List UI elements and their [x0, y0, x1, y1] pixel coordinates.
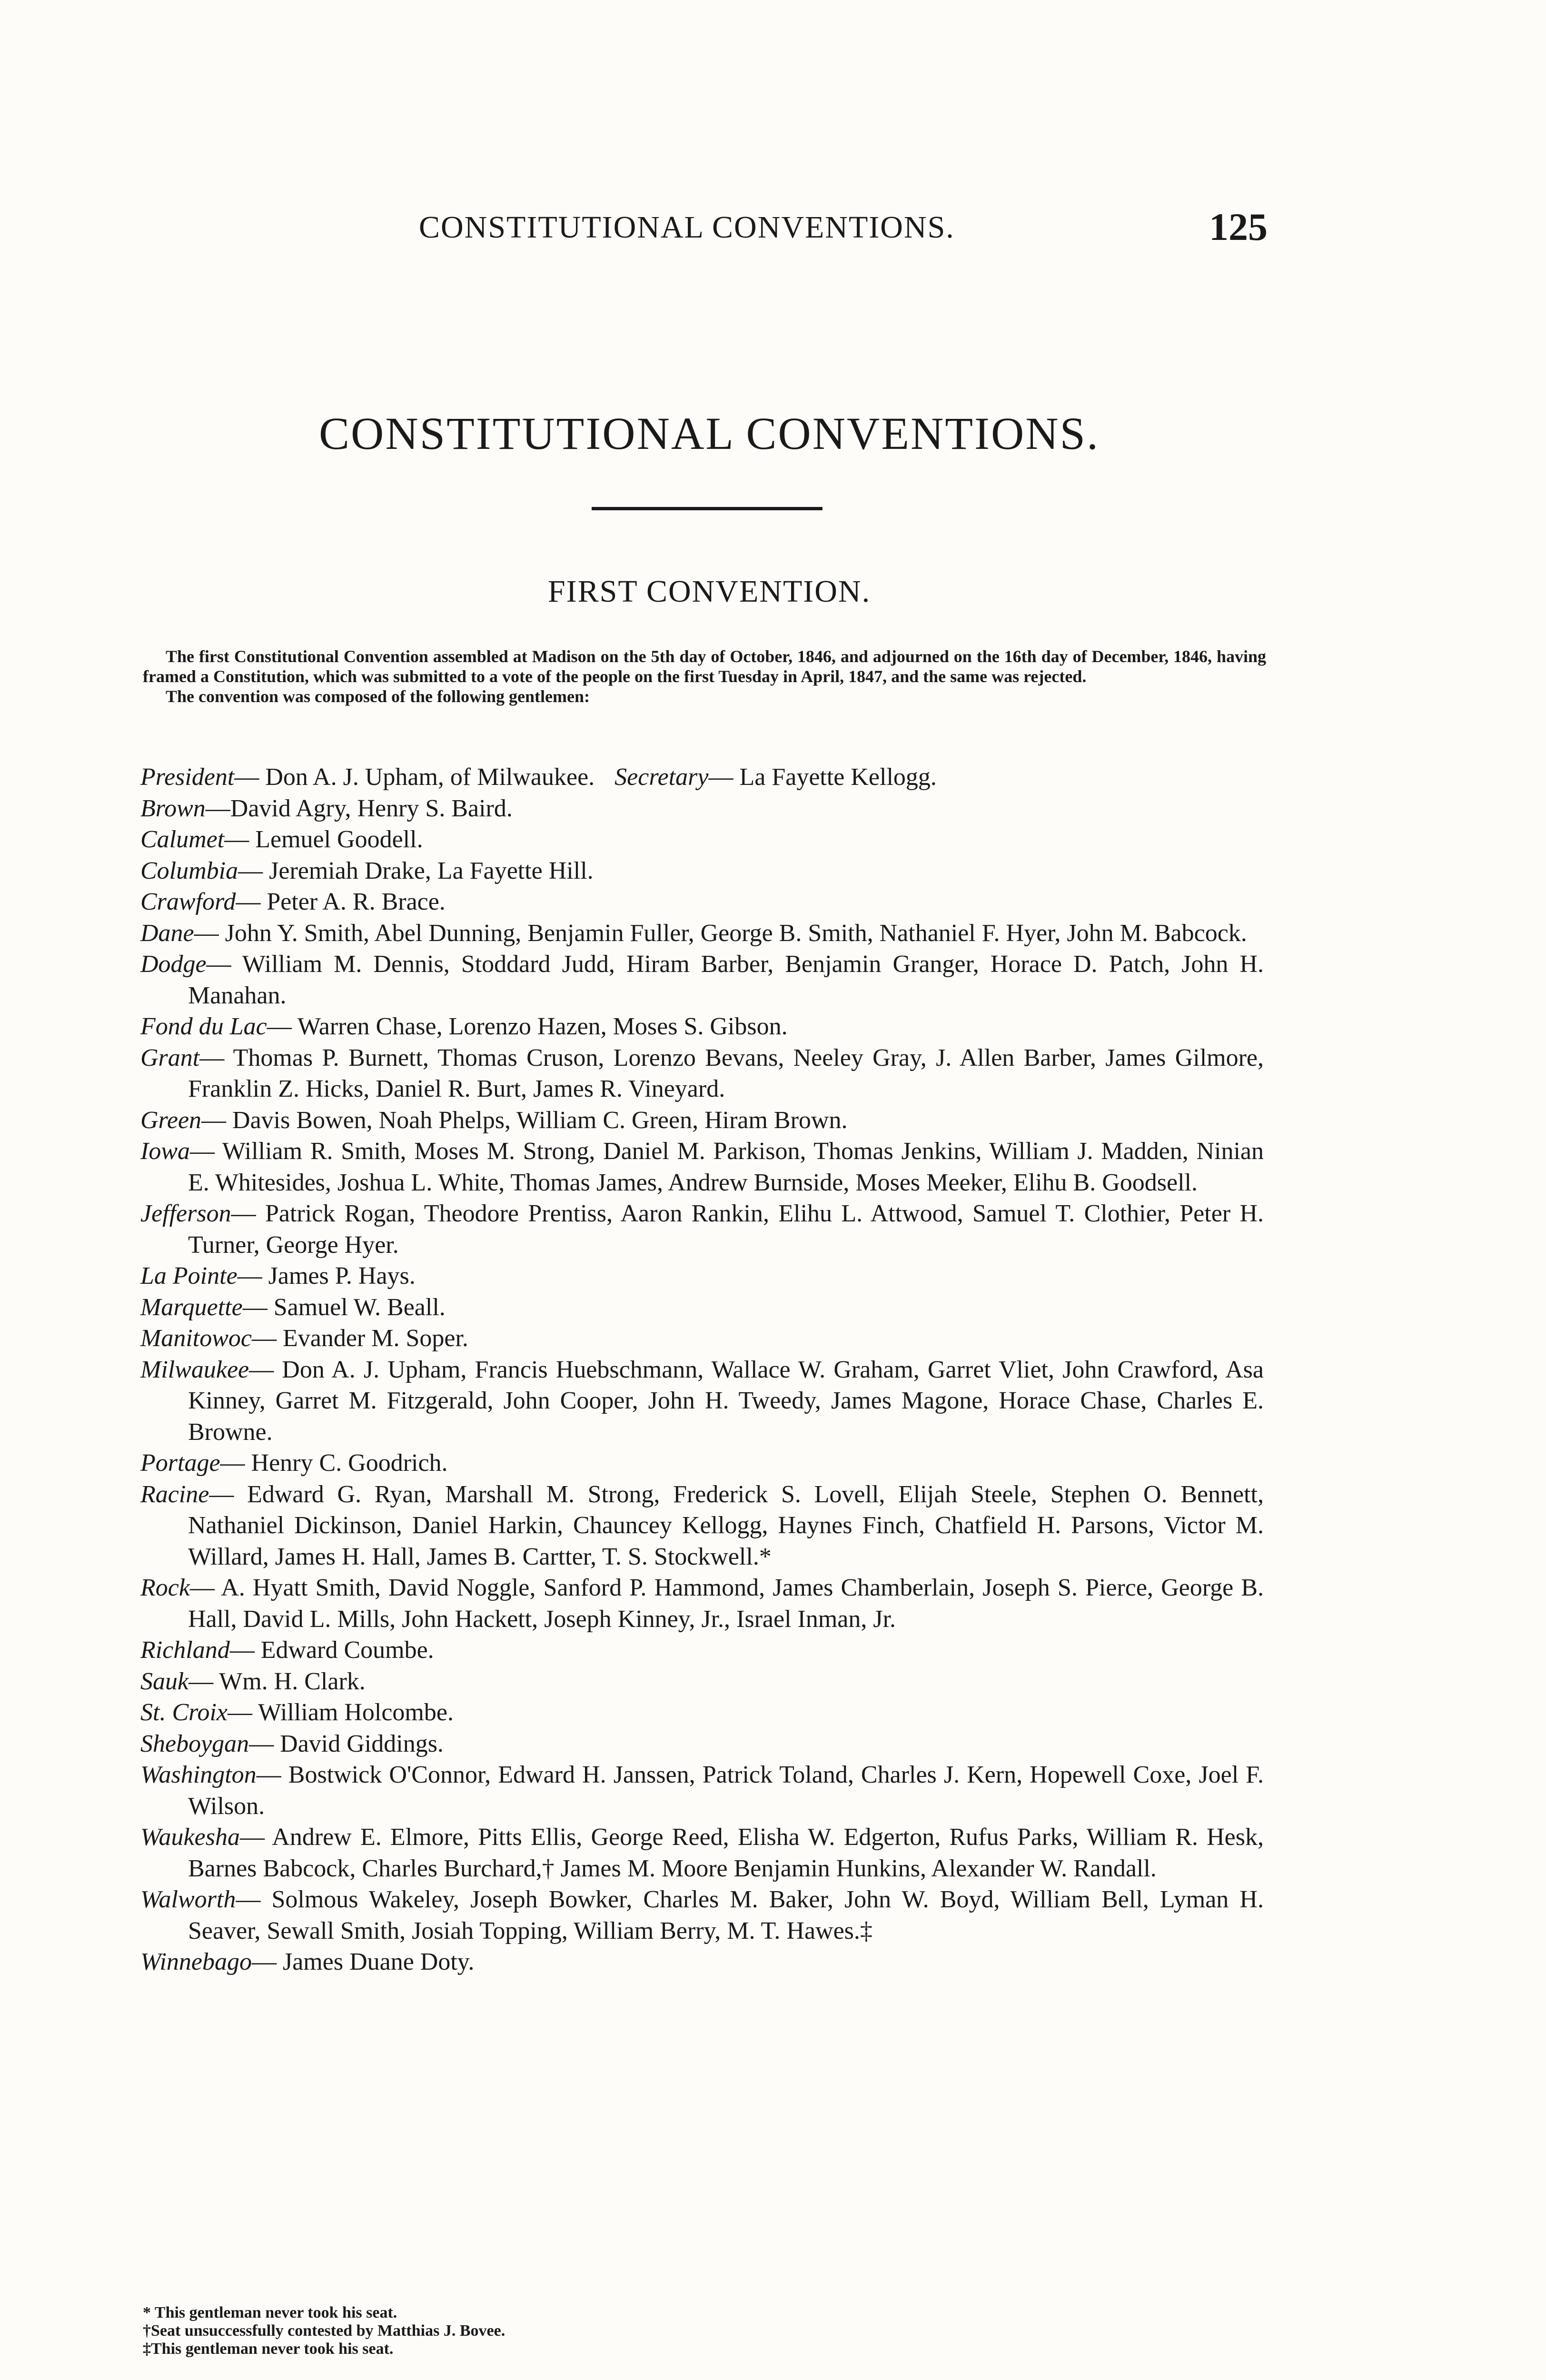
county-members: — Bostwick O'Connor, Edward H. Janssen, Patrick Toland, Charles J. Kern, Hopewell Coxe, Joel F. Wilson. [188, 1761, 1264, 1820]
county-entry [140, 1666, 1264, 1697]
county-name: Richland [140, 1636, 230, 1664]
intro-composition-line: The convention was composed of the following gentlemen: [166, 687, 590, 706]
county-members: — Davis Bowen, Noah Phelps, William C. Green, Hiram Brown. [201, 1106, 848, 1134]
county-members: — Andrew E. Elmore, Pitts Ellis, George Reed, Elisha W. Edgerton, Rufus Parks, William R. Hesk, Barnes Babcock, Charles Burchard,† James M. Moore Benjamin Hunkins, Alexander W. Randall. [188, 1824, 1264, 1882]
county-entry [140, 1635, 1264, 1666]
county-name: Rock [140, 1574, 190, 1601]
member-list [140, 762, 1264, 1978]
county-members: — William R. Smith, Moses M. Strong, Daniel M. Parkison, Thomas Jenkins, William J. Madden, Ninian E. Whitesides, Joshua L. White, Thomas James, Andrew Burnside, Moses Meeker, Elihu B. Goodsell. [188, 1138, 1264, 1196]
section-title: FIRST CONVENTION. [547, 574, 871, 609]
county-name: Sheboygan [140, 1730, 249, 1757]
county-members: — William M. Dennis, Stoddard Judd, Hiram Barber, Benjamin Granger, Horace D. Patch, John H. Manahan. [188, 951, 1264, 1009]
intro-paragraph [143, 646, 1266, 706]
county-members: — Warren Chase, Lorenzo Hazen, Moses S. Gibson. [267, 1013, 788, 1040]
county-entry [140, 1354, 1264, 1448]
county-entry [140, 855, 1264, 887]
title-rule [592, 507, 823, 510]
president-text: — Don A. J. Upham, of Milwaukee. [234, 764, 595, 791]
county-name: St. Croix [140, 1699, 228, 1726]
county-name: Dane [140, 919, 194, 947]
intro-text: The first Constitutional Convention assembled at Madison on the 5th day of October, 1846, and adjourned on the 16th day of December, 1846, having framed a Constitution, which was submitted to a vote of the people on the first Tuesday in April, 1847, and the same was rejected. [143, 647, 1266, 686]
county-name: Manitowoc [140, 1325, 252, 1352]
footnote: †Seat unsuccessfully contested by Matthias J. Bovee. [143, 2322, 505, 2340]
county-entry [140, 1822, 1264, 1884]
county-name: Portage [140, 1449, 220, 1477]
county-name: Fond du Lac [140, 1013, 267, 1040]
county-name: Walworth [140, 1886, 236, 1913]
county-name: Iowa [140, 1138, 190, 1165]
footnote: * This gentleman never took his seat. [143, 2304, 397, 2321]
county-members: — Lemuel Goodell. [224, 826, 423, 853]
county-members: — Wm. H. Clark. [188, 1667, 366, 1695]
county-entry [140, 1946, 1264, 1978]
county-name: Winnebago [140, 1948, 252, 1975]
president-label: President [140, 764, 235, 791]
county-members: — Solmous Wakeley, Joseph Bowker, Charles M. Baker, John W. Boyd, William Bell, Lyman H. Seaver, Sewall Smith, Josiah Topping, William Berry, M. T. Hawes.‡ [188, 1886, 1264, 1944]
county-name: Crawford [140, 888, 236, 915]
secretary-label: Secretary [614, 764, 709, 791]
county-members: — A. Hyatt Smith, David Noggle, Sanford P. Hammond, James Chamberlain, Joseph S. Pierce, George B. Hall, David L. Mills, John Hackett, Joseph Kinney, Jr., Israel Inman, Jr. [188, 1574, 1264, 1633]
county-members: — Samuel W. Beall. [242, 1293, 446, 1321]
county-entry [140, 1479, 1264, 1573]
county-name: Marquette [140, 1293, 243, 1321]
county-members: — David Giddings. [249, 1730, 444, 1757]
county-members: — Thomas P. Burnett, Thomas Cruson, Lorenzo Bevans, Neeley Gray, J. Allen Barber, James Gilmore, Franklin Z. Hicks, Daniel R. Burt, James R. Vineyard. [188, 1044, 1264, 1102]
running-head: CONSTITUTIONAL CONVENTIONS. [419, 210, 955, 245]
county-name: Columbia [140, 857, 238, 884]
county-members: — Don A. J. Upham, Francis Huebschmann, Wallace W. Graham, Garret Vliet, John Crawford, Asa Kinney, Garret M. Fitzgerald, John Cooper, John H. Tweedy, James Magone, Horace Chase, Charles E. Browne. [188, 1356, 1264, 1446]
county-name: La Pointe [140, 1262, 238, 1289]
county-name: Washington [140, 1761, 257, 1788]
county-name: Waukesha [140, 1824, 240, 1851]
county-entry [140, 1042, 1264, 1105]
county-members: — Edward G. Ryan, Marshall M. Strong, Frederick S. Lovell, Elijah Steele, Stephen O. Bennett, Nathaniel Dickinson, Daniel Harkin, Chauncey Kellogg, Haynes Finch, Chatfield H. Parsons, Victor M. Willard, James H. Hall, James B. Cartter, T. S. Stockwell.* [188, 1480, 1264, 1570]
county-name: Jefferson [140, 1200, 231, 1227]
county-members: — James P. Hays. [237, 1262, 416, 1289]
county-members: — William Holcombe. [227, 1699, 454, 1726]
county-entry [140, 1105, 1264, 1136]
footnotes [143, 2304, 505, 2358]
county-name: Dodge [140, 951, 207, 978]
county-entry [140, 1198, 1264, 1260]
county-name: Calumet [140, 826, 225, 853]
county-members: — James Duane Doty. [251, 1948, 475, 1975]
county-members: — Edward Coumbe. [229, 1636, 434, 1664]
page-title: CONSTITUTIONAL CONVENTIONS. [319, 408, 1100, 459]
county-entry [140, 1697, 1264, 1728]
county-members: — Patrick Rogan, Theodore Prentiss, Aaron Rankin, Elihu L. Attwood, Samuel T. Clothier, Peter H. Turner, George Hyer. [188, 1200, 1264, 1259]
county-entry [140, 1759, 1264, 1822]
county-entry [140, 1323, 1264, 1354]
county-members: — Jeremiah Drake, La Fayette Hill. [238, 857, 594, 884]
county-members: —David Agry, Henry S. Baird. [205, 794, 513, 822]
county-entries [140, 793, 1264, 1978]
footnote: ‡This gentleman never took his seat. [143, 2340, 394, 2358]
county-members: — Peter A. R. Brace. [236, 888, 446, 915]
county-entry [140, 1728, 1264, 1760]
county-entry [140, 793, 1264, 824]
county-entry [140, 1572, 1264, 1635]
county-members: — John Y. Smith, Abel Dunning, Benjamin Fuller, George B. Smith, Nathaniel F. Hyer, John M. Babcock. [194, 919, 1247, 947]
county-name: Grant [140, 1044, 200, 1071]
county-entry [140, 1448, 1264, 1479]
county-name: Racine [140, 1480, 209, 1508]
county-entry [140, 1011, 1264, 1042]
county-name: Brown [140, 794, 206, 822]
county-members: — Henry C. Goodrich. [220, 1449, 448, 1477]
county-members: — Evander M. Soper. [251, 1325, 468, 1352]
county-name: Green [140, 1106, 202, 1134]
county-name: Milwaukee [140, 1356, 249, 1383]
county-entry [140, 918, 1264, 949]
county-entry [140, 1136, 1264, 1198]
county-entry [140, 1260, 1264, 1292]
page-number: 125 [1209, 205, 1268, 248]
county-name: Sauk [140, 1667, 189, 1695]
county-entry [140, 1292, 1264, 1323]
county-entry [140, 824, 1264, 855]
county-entry [140, 949, 1264, 1011]
officers-line [140, 762, 1264, 793]
secretary-text: — La Fayette Kellogg. [708, 764, 937, 791]
county-entry [140, 1884, 1264, 1946]
county-entry [140, 886, 1264, 918]
